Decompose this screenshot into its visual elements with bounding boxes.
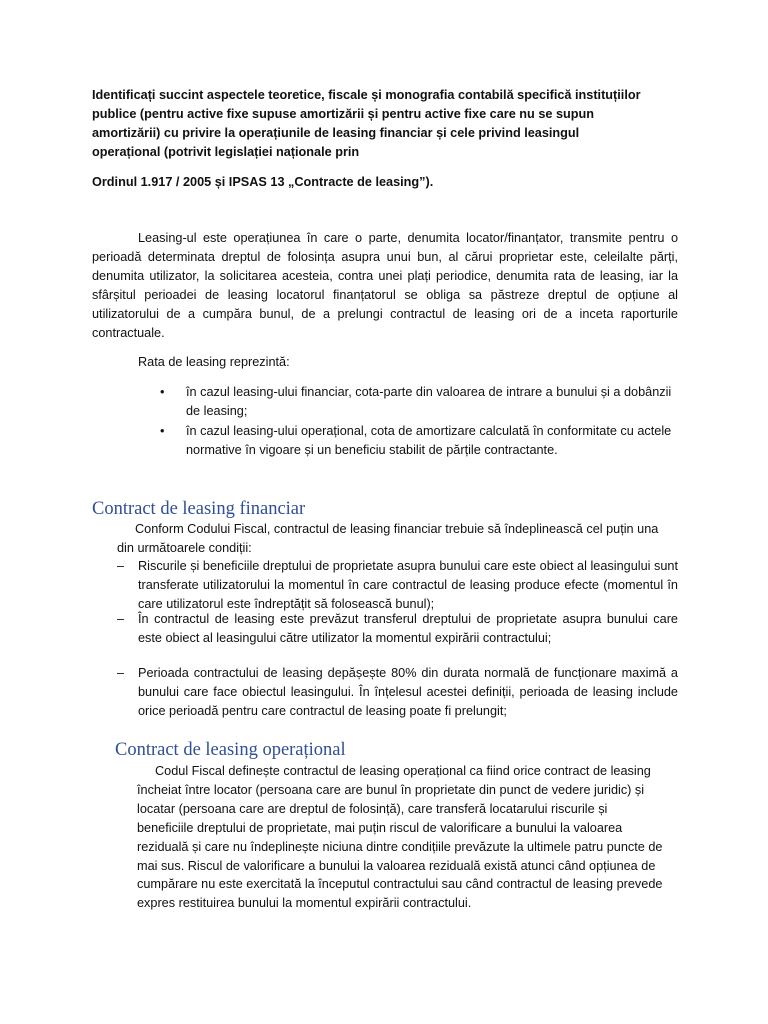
bullet-mark: • <box>160 385 165 399</box>
rate-bullet-operational <box>160 422 674 462</box>
dash-mark: – <box>117 666 125 680</box>
financial-condition-item <box>117 664 678 721</box>
dash-mark: – <box>117 559 125 573</box>
leasing-definition-paragraph: Leasing-ul este operațiunea în care o parte, denumita locator/finanțator, transmite pentru o perioadă determinata dreptul de folosința asupra unui bun, al cărui proprietar este, celeilalte părți, denumita utilizator, la solicitarea acesteia, contra unei plați periodice, denumita rata de leasing, iar la sfârșitul perioadei de leasing locatorul finanțatorul se obliga sa păstreze dreptul de opțiune al utilizatorului de a cumpăra bunul, de a prelungi contractul de leasing ori de a inceta raporturile contractuale. <box>92 231 678 340</box>
financial-condition-item <box>117 557 678 614</box>
question-line: Identificați succint aspectele teoretice, fiscale și monografia contabilă specifică instituțiilor <box>92 88 641 102</box>
rate-bullet-financial <box>160 383 674 423</box>
question-reference: Ordinul 1.917 / 2005 și IPSAS 13 „Contracte de leasing”). <box>92 175 434 189</box>
financial-leasing-intro: Conform Codului Fiscal, contractul de leasing financiar trebuie să îndeplinească cel puțin una din următoarele condiții: <box>117 522 659 555</box>
bullet-text: în cazul leasing-ului financiar, cota-parte din valoarea de intrare a bunului și a dobânzii de leasing; <box>186 385 672 418</box>
question-line: publice (pentru active fixe supuse amortizării și pentru active fixe care nu se supun <box>92 106 595 121</box>
operational-leasing-paragraph: Codul Fiscal definește contractul de leasing operațional ca fiind orice contract de leasing încheiat între locator (persoana care are bunul în proprietate din punct de vedere juridic) și locatar (persoana care are dreptul de folosință), care transferă locatarului riscurile și beneficiile dreptului de proprietate, mai puțin riscul de valorificare a bunului la valoarea reziduală și care nu îndeplinește niciuna dintre condițiile prevăzute la ultimele patru puncte de mai sus. Riscul de valorificare a bunului la valoarea reziduală există atunci când opțiunea de cumpărare nu este exercitată la începutul contractului sau când contractul de leasing prevede expres restituirea bunului la momentul expirării contractului. <box>137 764 663 911</box>
condition-text: În contractul de leasing este prevăzut transferul dreptului de proprietate asupra bunului care este obiect al leasingului către utilizator la momentul expirării contractului; <box>138 612 678 645</box>
condition-text: Perioada contractului de leasing depășește 80% din durata normală de funcționare maximă a bunului care face obiectul leasingului. În înțelesul acestei definiții, perioada de leasing include orice perioadă pentru care contractul de leasing poate fi prelungit; <box>138 666 678 718</box>
condition-text: Riscurile și beneficiile dreptului de proprietate asupra bunului care este obiect al leasingului sunt transferate utilizatorului la momentul în care contractul de leasing produce efecte (momentul în care utilizatorul este îndreptățit să folosească bunul); <box>138 559 678 611</box>
question-text <box>92 86 692 162</box>
dash-mark: – <box>117 612 125 626</box>
operational-leasing-heading: Contract de leasing operațional <box>115 740 346 760</box>
rate-label: Rata de leasing reprezintă: <box>138 355 290 369</box>
financial-leasing-heading: Contract de leasing financiar <box>92 499 306 519</box>
bullet-text: în cazul leasing-ului operațional, cota de amortizare calculată în conformitate cu actele normative în vigoare și un beneficiu stabilit de părțile contractante. <box>186 424 672 457</box>
bullet-mark: • <box>160 424 165 438</box>
question-line: operațional (potrivit legislației naționale prin <box>92 144 360 159</box>
financial-condition-item <box>117 610 678 667</box>
question-line: amortizării) cu privire la operațiunile de leasing financiar și cele privind leasingul <box>92 125 580 140</box>
